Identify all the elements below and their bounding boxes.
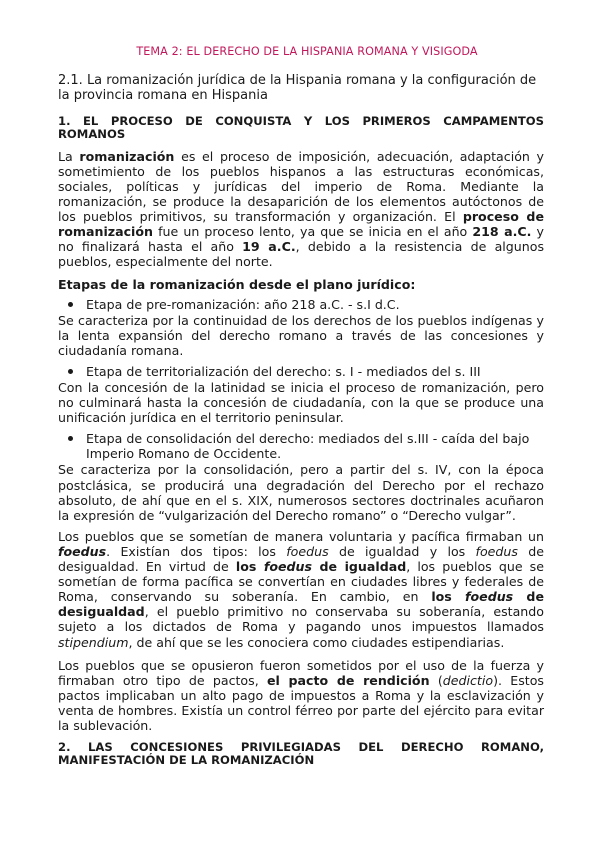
subtitle: 2.1. La romanización jurídica de la Hispania romana y la configuración de la provincia romana en Hispania [58,73,537,104]
stage-description: Con la concesión de la latinidad se inicia el proceso de romanización, pero no culminará hasta la concesión de ciudadanía, con la que se produce una unificación jurídica en el territorio peninsular. [58,380,544,426]
rendicion-paragraph: Los pueblos que se opusieron fueron sometidos por el uso de la fuerza y firmaban otro tipo de pactos, el pacto de rendición (dedictio). Estos pactos implicaban un alto pago de impuestos a Roma y la esclavización y venta de hombres. Existía un control férreo por parte del ejército para evitar la sublevación. [58,657,544,733]
foedus-paragraph: Los pueblos que se sometían de manera voluntaria y pacífica firmaban un foedus. Existían dos tipos: los foedus de igualdad y los foedus de desigualdad. En virtud de los foedus de igualdad, los pueblos que se sometían de forma pacífica se convertían en ciudades libres y federales de Roma, conservando su soberanía. En cambio, en los foedus de desigualdad, el pueblo primitivo no conservaba su soberanía, estando sujeto a los dictados de Roma y pagando unos impuestos llamados stipendium, de ahí que se les conociera como ciudades estipendiarias. [58,528,545,650]
stage-description: Se caracteriza por la continuidad de los derechos de los pueblos indígenas y la lenta expansión del derecho romano a través de las concesiones y ciudadanía romana. [58,312,544,358]
stage-bullet: Etapa de territorialización del derecho: s. I - mediados del s. III [58,364,544,379]
document-page [58,44,544,767]
section2-heading: 2. LAS CONCESIONES PRIVILEGIADAS DEL DERECHO ROMANO, MANIFESTACIÓN DE LA ROMANIZACIÓN [58,740,544,768]
intro-paragraph: La romanización es el proceso de imposición, adecuación, adaptación y sometimiento de los pueblos hispanos a las estructuras económicas, sociales, políticas y jurídicas del imperio de Roma. Mediante la romanización, se produce la desaparición de los elementos autóctonos de los pueblos primitivos, su transformación y organización. El proceso de romanización fue un proceso lento, ya que se inicia en el año 218 a.C. y no finalizará hasta el año 19 a.C., debido a la resistencia de algunos pueblos, especialmente del norte. [58,148,545,270]
document-title: TEMA 2: EL DERECHO DE LA HISPANIA ROMANA Y VISIGODA [136,45,478,58]
stage-description: Se caracteriza por la consolidación, pero a partir del s. IV, con la época postclásica, se producirá una degradación del Derecho por el rechazo absoluto, de ahí que en el s. XIX, numerosos sectores doctrinales acuñaron la expresión de “vulgarización del Derecho romano” o “Derecho vulgar”. [58,462,544,523]
bullet-dot-icon [68,302,73,307]
section1-heading: 1. EL PROCESO DE CONQUISTA Y LOS PRIMEROS CAMPAMENTOS ROMANOS [58,114,544,142]
stage-bullet: Etapa de pre-romanización: año 218 a.C. - s.I d.C. [58,297,544,312]
bullet-dot-icon [68,436,73,441]
stage-bullet: Etapa de consolidación del derecho: mediados del s.III - caída del bajo Imperio Romano de Occidente. [58,431,544,461]
stages-heading: Etapas de la romanización desde el plano jurídico: [58,277,416,293]
bullet-dot-icon [68,369,73,374]
